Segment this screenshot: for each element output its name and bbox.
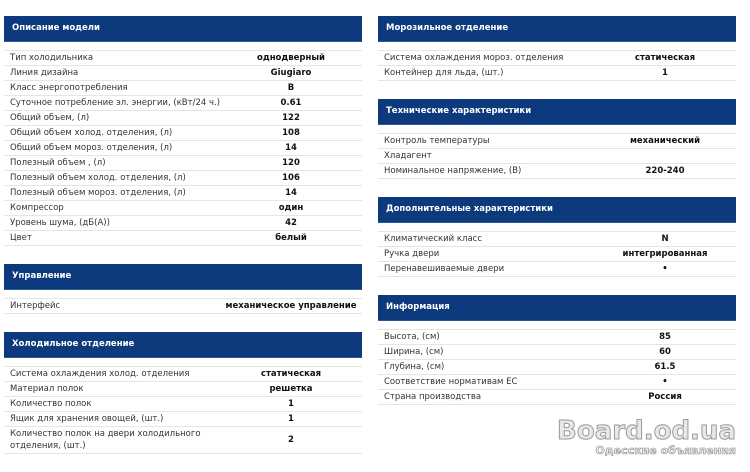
spec-label: Контейнер для льда, (шт.) — [384, 68, 504, 78]
spec-row — [378, 232, 736, 247]
spec-row — [378, 360, 736, 375]
spec-value: 14 — [285, 187, 297, 198]
watermark — [557, 418, 736, 457]
spec-label: Система охлаждения холод. отделения — [10, 369, 190, 379]
spec-row — [4, 171, 362, 186]
spec-label: Класс энергопотребления — [10, 83, 128, 93]
spec-section — [4, 16, 362, 246]
spec-label: Цвет — [10, 233, 32, 243]
spec-section — [4, 264, 362, 314]
spec-row — [4, 201, 362, 216]
spec-label: Номинальное напряжение, (В) — [384, 166, 522, 176]
section-header: Описание модели — [4, 16, 362, 42]
spec-row — [4, 126, 362, 141]
spec-value: • — [662, 376, 668, 387]
spec-row — [378, 164, 736, 179]
spec-label: Контроль температуры — [384, 136, 490, 146]
spec-table — [378, 133, 736, 179]
spec-value: статическая — [634, 52, 696, 63]
spec-label: Общий объем мороз. отделения, (л) — [10, 143, 173, 153]
spec-label: Суточное потребление эл. энергии, (кВт/24 ч.) — [10, 98, 221, 108]
spec-row — [4, 186, 362, 201]
spec-value: интегрированная — [622, 248, 708, 259]
spec-row — [4, 96, 362, 111]
spec-label: Компрессор — [10, 203, 64, 213]
spec-label: Система охлаждения мороз. отделения — [384, 53, 564, 63]
section-header: Технические характеристики — [378, 99, 736, 125]
spec-row — [4, 141, 362, 156]
spec-table — [378, 231, 736, 277]
spec-row — [378, 247, 736, 262]
spec-value: 220-240 — [645, 165, 685, 176]
spec-value: решетка — [269, 383, 313, 394]
spec-label: Высота, (см) — [384, 332, 440, 342]
spec-value: белый — [275, 232, 307, 243]
section-header: Дополнительные характеристики — [378, 197, 736, 223]
spec-row — [4, 231, 362, 246]
spec-value: 1 — [288, 413, 294, 424]
spec-label: Полезный объем холод. отделения, (л) — [10, 173, 186, 183]
spec-row — [378, 262, 736, 277]
spec-row — [4, 51, 362, 66]
spec-section — [4, 332, 362, 454]
spec-row — [4, 412, 362, 427]
spec-label: Общий объем холод. отделения, (л) — [10, 128, 173, 138]
spec-row — [4, 216, 362, 231]
spec-row — [378, 134, 736, 149]
spec-value: механическое управление — [225, 300, 357, 311]
spec-label: Тип холодильника — [10, 53, 94, 63]
spec-value: 61.5 — [654, 361, 676, 372]
spec-label: Ширина, (см) — [384, 347, 444, 357]
spec-row — [378, 149, 736, 164]
spec-label: Ручка двери — [384, 249, 440, 259]
spec-value: 60 — [659, 346, 671, 357]
spec-value: Giugiaro — [270, 67, 312, 78]
spec-label: Соответствие нормативам ЕС — [384, 377, 518, 387]
spec-value: B — [287, 82, 295, 93]
spec-row — [378, 375, 736, 390]
spec-row — [4, 397, 362, 412]
right-column — [378, 16, 736, 423]
spec-value: механический — [629, 135, 701, 146]
section-header: Управление — [4, 264, 362, 290]
spec-label: Перенавешиваемые двери — [384, 264, 505, 274]
spec-label: Климатический класс — [384, 234, 483, 244]
spec-label: Полезный объем мороз. отделения, (л) — [10, 188, 186, 198]
spec-value: 0.61 — [280, 97, 302, 108]
left-column — [4, 16, 362, 472]
spec-value: 1 — [662, 67, 668, 78]
spec-value: 1 — [288, 398, 294, 409]
spec-row — [378, 345, 736, 360]
spec-label: Ящик для хранения овощей, (шт.) — [10, 414, 164, 424]
spec-label: Интерфейс — [10, 301, 61, 311]
spec-label: Линия дизайна — [10, 68, 79, 78]
spec-row — [4, 156, 362, 171]
spec-table — [4, 298, 362, 314]
spec-value: 85 — [659, 331, 671, 342]
section-header: Морозильное отделение — [378, 16, 736, 42]
spec-value: однодверный — [256, 52, 326, 63]
spec-section — [378, 16, 736, 81]
spec-label: Уровень шума, (дБ(А)) — [10, 218, 110, 228]
spec-table — [378, 329, 736, 405]
spec-value: один — [278, 202, 304, 213]
spec-row — [378, 51, 736, 66]
spec-row — [4, 66, 362, 81]
spec-value: статическая — [260, 368, 322, 379]
spec-label: Общий объем, (л) — [10, 113, 90, 123]
spec-label: Глубина, (см) — [384, 362, 445, 372]
watermark-title: Board.od.ua — [557, 416, 736, 446]
spec-label: Страна производства — [384, 392, 482, 402]
spec-row — [4, 299, 362, 314]
section-header: Холодильное отделение — [4, 332, 362, 358]
spec-row — [4, 111, 362, 126]
spec-value: 122 — [282, 112, 300, 123]
spec-label: Материал полок — [10, 384, 84, 394]
spec-value — [594, 155, 736, 157]
spec-value: N — [661, 233, 669, 244]
watermark-subtitle: Одесские объявления — [595, 444, 736, 457]
spec-row — [4, 367, 362, 382]
spec-row — [378, 390, 736, 405]
spec-value: 108 — [282, 127, 300, 138]
spec-section — [378, 197, 736, 277]
spec-value: 106 — [282, 172, 300, 183]
spec-value: Россия — [648, 391, 682, 402]
spec-value: 14 — [285, 142, 297, 153]
spec-label: Количество полок — [10, 399, 92, 409]
section-header: Информация — [378, 295, 736, 321]
spec-row — [4, 382, 362, 397]
spec-table — [4, 366, 362, 454]
spec-row — [4, 81, 362, 96]
spec-value: • — [662, 263, 668, 274]
spec-label: Полезный объем , (л) — [10, 158, 106, 168]
spec-section — [378, 99, 736, 179]
spec-value: 2 — [288, 434, 294, 445]
spec-row — [4, 427, 362, 454]
spec-value: 42 — [285, 217, 297, 228]
spec-section — [378, 295, 736, 405]
spec-label: Хладагент — [384, 151, 432, 161]
spec-table — [4, 50, 362, 246]
spec-value: 120 — [282, 157, 300, 168]
spec-label: Количество полок на двери холодильного отделения, (шт.) — [10, 429, 201, 451]
spec-row — [378, 66, 736, 81]
spec-row — [378, 330, 736, 345]
spec-table — [378, 50, 736, 81]
